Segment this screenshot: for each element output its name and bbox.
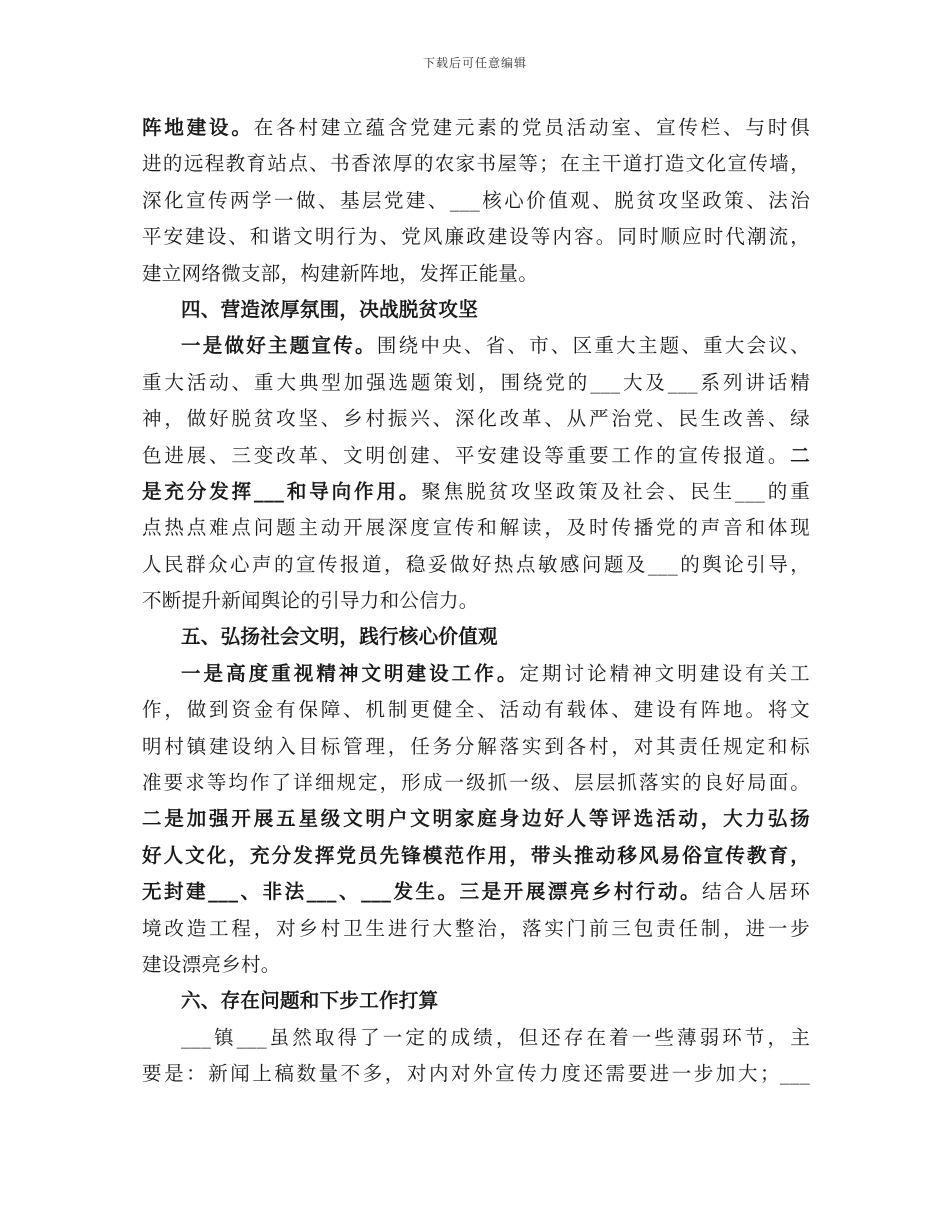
text-line [142, 401, 810, 437]
text-line [142, 765, 810, 801]
page-header: 下载后可任意编辑 [422, 56, 527, 70]
text-segment: 人民群众心声的宣传报道，稳妥做好热点敏感问题及___的舆论引导， [142, 552, 810, 576]
bold-text: 无封建___、非法___、___发生。三是开展漂亮乡村行动。 [142, 880, 703, 904]
text-segment: 结合人居环 [702, 880, 810, 904]
bold-text: 五、弘扬社会文明，践行核心价值观 [181, 625, 498, 649]
text-line [142, 656, 810, 692]
text-segment: 作，做到资金有保障、机制更健全、活动有载体、建设有阵地。将文 [142, 698, 810, 722]
text-line [142, 729, 810, 765]
text-segment: 深化宣传两学一做、基层党建、___核心价值观、脱贫攻坚政策、法治 [142, 188, 810, 212]
text-segment: 平安建设、和谐文明行为、党风廉政建设等内容。同时顺应时代潮流， [142, 225, 810, 249]
document-body [142, 110, 810, 1093]
text-segment: 进的远程教育站点、书香浓厚的农家书屋等；在主干道打造文化宣传墙， [142, 152, 810, 176]
text-line [142, 146, 810, 182]
section-heading [142, 983, 810, 1019]
text-line [142, 583, 810, 619]
text-line [142, 1020, 810, 1056]
bold-text: 好人文化，充分发挥党员先锋模范作用，带头推动移风易俗宣传教育， [142, 843, 810, 867]
text-line [142, 510, 810, 546]
text-line [142, 838, 810, 874]
text-line [142, 874, 810, 910]
text-line [142, 328, 810, 364]
text-segment: 要是：新闻上稿数量不多，对内对外宣传力度还需要进一步加大；___ [142, 1062, 810, 1086]
bold-text: 二 [790, 443, 810, 467]
text-line [142, 547, 810, 583]
text-segment: 围绕中央、省、市、区重大主题、重大会议、 [376, 334, 810, 358]
text-segment: 神，做好脱贫攻坚、乡村振兴、深化改革、从严治党、民生改善、绿 [142, 407, 810, 431]
bold-text: 六、存在问题和下步工作打算 [181, 989, 439, 1013]
text-segment: 明村镇建设纳入目标管理，任务分解落实到各村，对其责任规定和标 [142, 734, 810, 758]
text-segment: ___镇___虽然取得了一定的成绩，但还存在着一些薄弱环节，主 [181, 1025, 810, 1049]
bold-text: 一是高度重视精神文明建设工作。 [181, 661, 520, 685]
bold-text: 一是做好主题宣传。 [181, 334, 377, 358]
text-line [142, 438, 810, 474]
text-line [142, 110, 810, 146]
text-segment: 建设漂亮乡村。 [142, 952, 281, 976]
text-segment: 定期讨论精神文明建设有关工 [519, 661, 810, 685]
bold-text: 四、营造浓厚氛围，决战脱贫攻坚 [181, 297, 479, 321]
text-segment: 建立网络微支部，构建新阵地，发挥正能量。 [142, 261, 539, 285]
text-segment: 不断提升新闻舆论的引导力和公信力。 [142, 589, 479, 613]
text-segment: 色进展、三变改革、文明创建、平安建设等重要工作的宣传报道。 [142, 443, 791, 467]
text-line [142, 947, 810, 983]
text-line [142, 801, 810, 837]
text-segment: 点热点难点问题主动开展深度宣传和解读，及时传播党的声音和体现 [142, 516, 810, 540]
bold-text: 是充分发挥___和导向作用。 [142, 479, 422, 503]
section-heading [142, 292, 810, 328]
text-segment: 境改造工程，对乡村卫生进行大整治，落实门前三包责任制，进一步 [142, 916, 810, 940]
text-line [142, 1056, 810, 1092]
text-line [142, 256, 810, 292]
text-segment: 重大活动、重大典型加强选题策划，围绕党的___大及___系列讲话精 [142, 370, 810, 394]
text-segment: 准要求等均作了详细规定，形成一级抓一级、层层抓落实的良好局面。 [142, 771, 810, 795]
text-line [142, 219, 810, 255]
text-line [142, 474, 810, 510]
bold-text: 阵地建设。 [142, 116, 254, 139]
text-line [142, 911, 810, 947]
text-line [142, 183, 810, 219]
bold-text: 二是加强开展五星级文明户文明家庭身边好人等评选活动，大力弘扬 [142, 807, 810, 831]
section-heading [142, 619, 810, 655]
text-segment: 在各村建立蕴含党建元素的党员活动室、宣传栏、与时俱 [253, 116, 810, 139]
text-segment: 聚焦脱贫攻坚政策及社会、民生___的重 [421, 479, 810, 503]
text-line [142, 365, 810, 401]
text-line [142, 692, 810, 728]
